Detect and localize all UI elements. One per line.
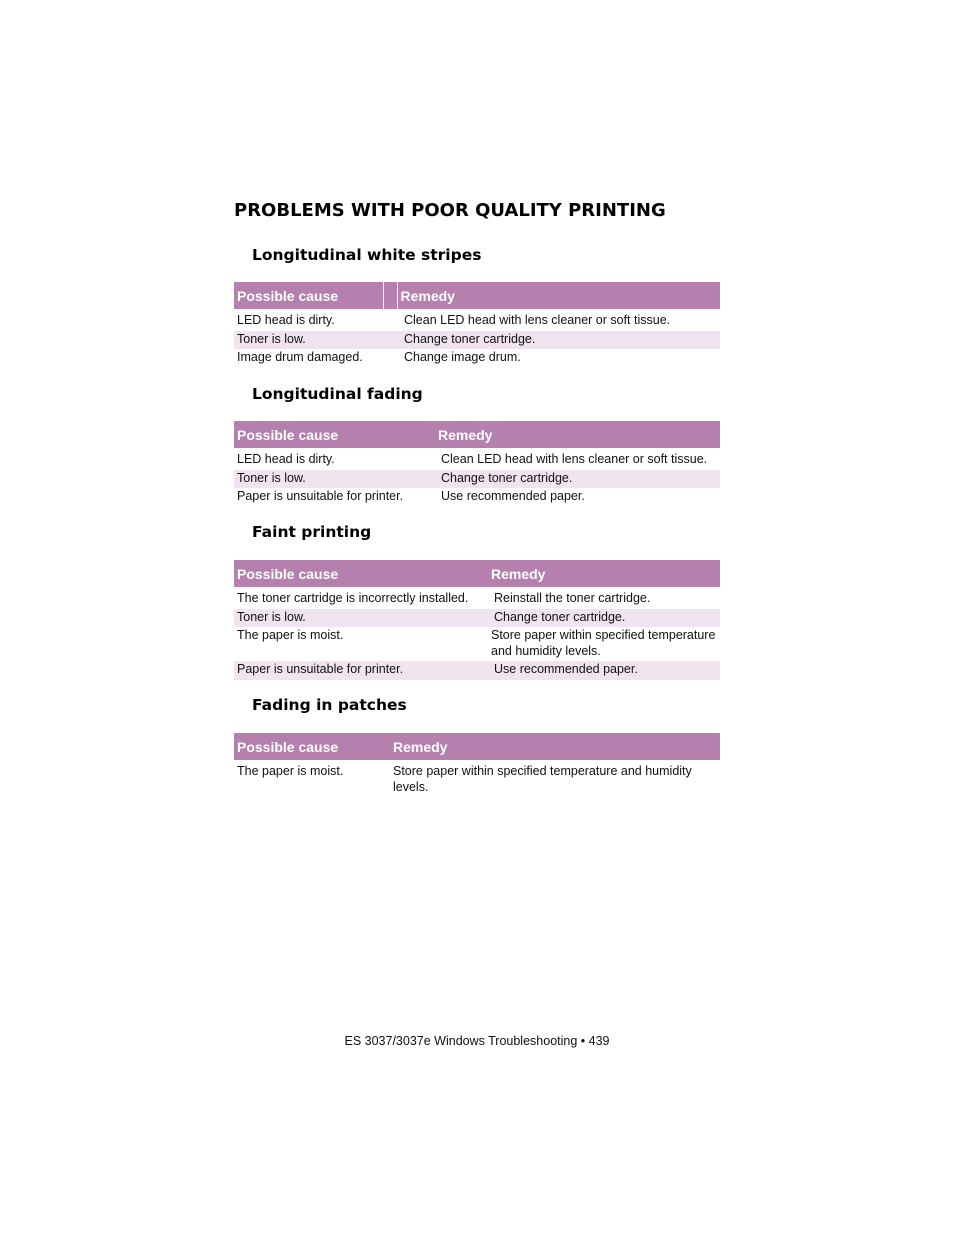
cause-cell: Image drum damaged. xyxy=(237,350,363,364)
section-heading-white-stripes: Longitudinal white stripes xyxy=(252,246,482,264)
remedy-cell: Use recommended paper. xyxy=(441,489,585,503)
cause-cell: The paper is moist. xyxy=(237,628,344,642)
section-heading-faint-printing: Faint printing xyxy=(252,523,372,541)
column-header-remedy: Remedy xyxy=(488,560,720,587)
column-gap xyxy=(383,331,397,350)
column-gap xyxy=(383,349,397,368)
column-header-cause: Possible cause xyxy=(234,733,390,760)
cause-cell: Toner is low. xyxy=(234,331,383,350)
column-gap xyxy=(383,282,397,309)
column-header-remedy: Remedy xyxy=(435,421,720,448)
column-header-cause: Possible cause xyxy=(234,282,383,309)
table-row xyxy=(234,763,720,797)
cause-cell: Paper is unsuitable for printer. xyxy=(237,489,404,503)
column-gap xyxy=(383,312,397,331)
table-header-row xyxy=(234,733,720,760)
table-fading xyxy=(234,421,720,507)
table-row xyxy=(234,590,720,609)
table-row xyxy=(234,349,720,368)
column-header-remedy: Remedy xyxy=(390,733,720,760)
column-header-cause: Possible cause xyxy=(234,560,488,587)
table-header-row xyxy=(234,421,720,448)
remedy-cell: Change toner cartridge. xyxy=(435,470,720,489)
cause-cell: Paper is unsuitable for printer. xyxy=(234,661,488,680)
remedy-cell: Change toner cartridge. xyxy=(488,609,720,628)
section-heading-fading-patches: Fading in patches xyxy=(252,696,407,714)
remedy-cell: Change toner cartridge. xyxy=(397,331,720,350)
table-row xyxy=(234,470,720,489)
table-row xyxy=(234,331,720,350)
column-header-cause: Possible cause xyxy=(234,421,435,448)
section-heading-fading: Longitudinal fading xyxy=(252,385,423,403)
table-row xyxy=(234,488,720,507)
remedy-cell: Reinstall the toner cartridge. xyxy=(494,591,651,605)
cause-cell: Toner is low. xyxy=(234,609,488,628)
column-header-remedy: Remedy xyxy=(397,282,720,309)
remedy-cell: Clean LED head with lens cleaner or soft tissue. xyxy=(441,452,708,466)
remedy-cell: Change image drum. xyxy=(404,350,521,364)
table-fading-patches xyxy=(234,733,720,797)
remedy-cell: Clean LED head with lens cleaner or soft tissue. xyxy=(404,313,671,327)
remedy-cell: Store paper within specified temperature and humidity levels. xyxy=(393,764,692,794)
remedy-cell: Use recommended paper. xyxy=(488,661,720,680)
table-header-row xyxy=(234,560,720,587)
table-row xyxy=(234,451,720,470)
table-row xyxy=(234,609,720,628)
cause-cell: The paper is moist. xyxy=(237,764,344,778)
page-footer: ES 3037/3037e Windows Troubleshooting • 439 xyxy=(344,1034,610,1048)
cause-cell: Toner is low. xyxy=(234,470,435,489)
table-white-stripes xyxy=(234,282,720,368)
page-title: PROBLEMS WITH POOR QUALITY PRINTING xyxy=(234,200,666,221)
remedy-cell: Store paper within specified temperature and humidity levels. xyxy=(491,628,716,658)
cause-cell: LED head is dirty. xyxy=(237,452,335,466)
table-row xyxy=(234,627,720,661)
table-header-row xyxy=(234,282,720,309)
table-row xyxy=(234,661,720,680)
cause-cell: LED head is dirty. xyxy=(237,313,335,327)
table-row xyxy=(234,312,720,331)
table-faint-printing xyxy=(234,560,720,680)
cause-cell: The toner cartridge is incorrectly installed. xyxy=(237,591,469,605)
